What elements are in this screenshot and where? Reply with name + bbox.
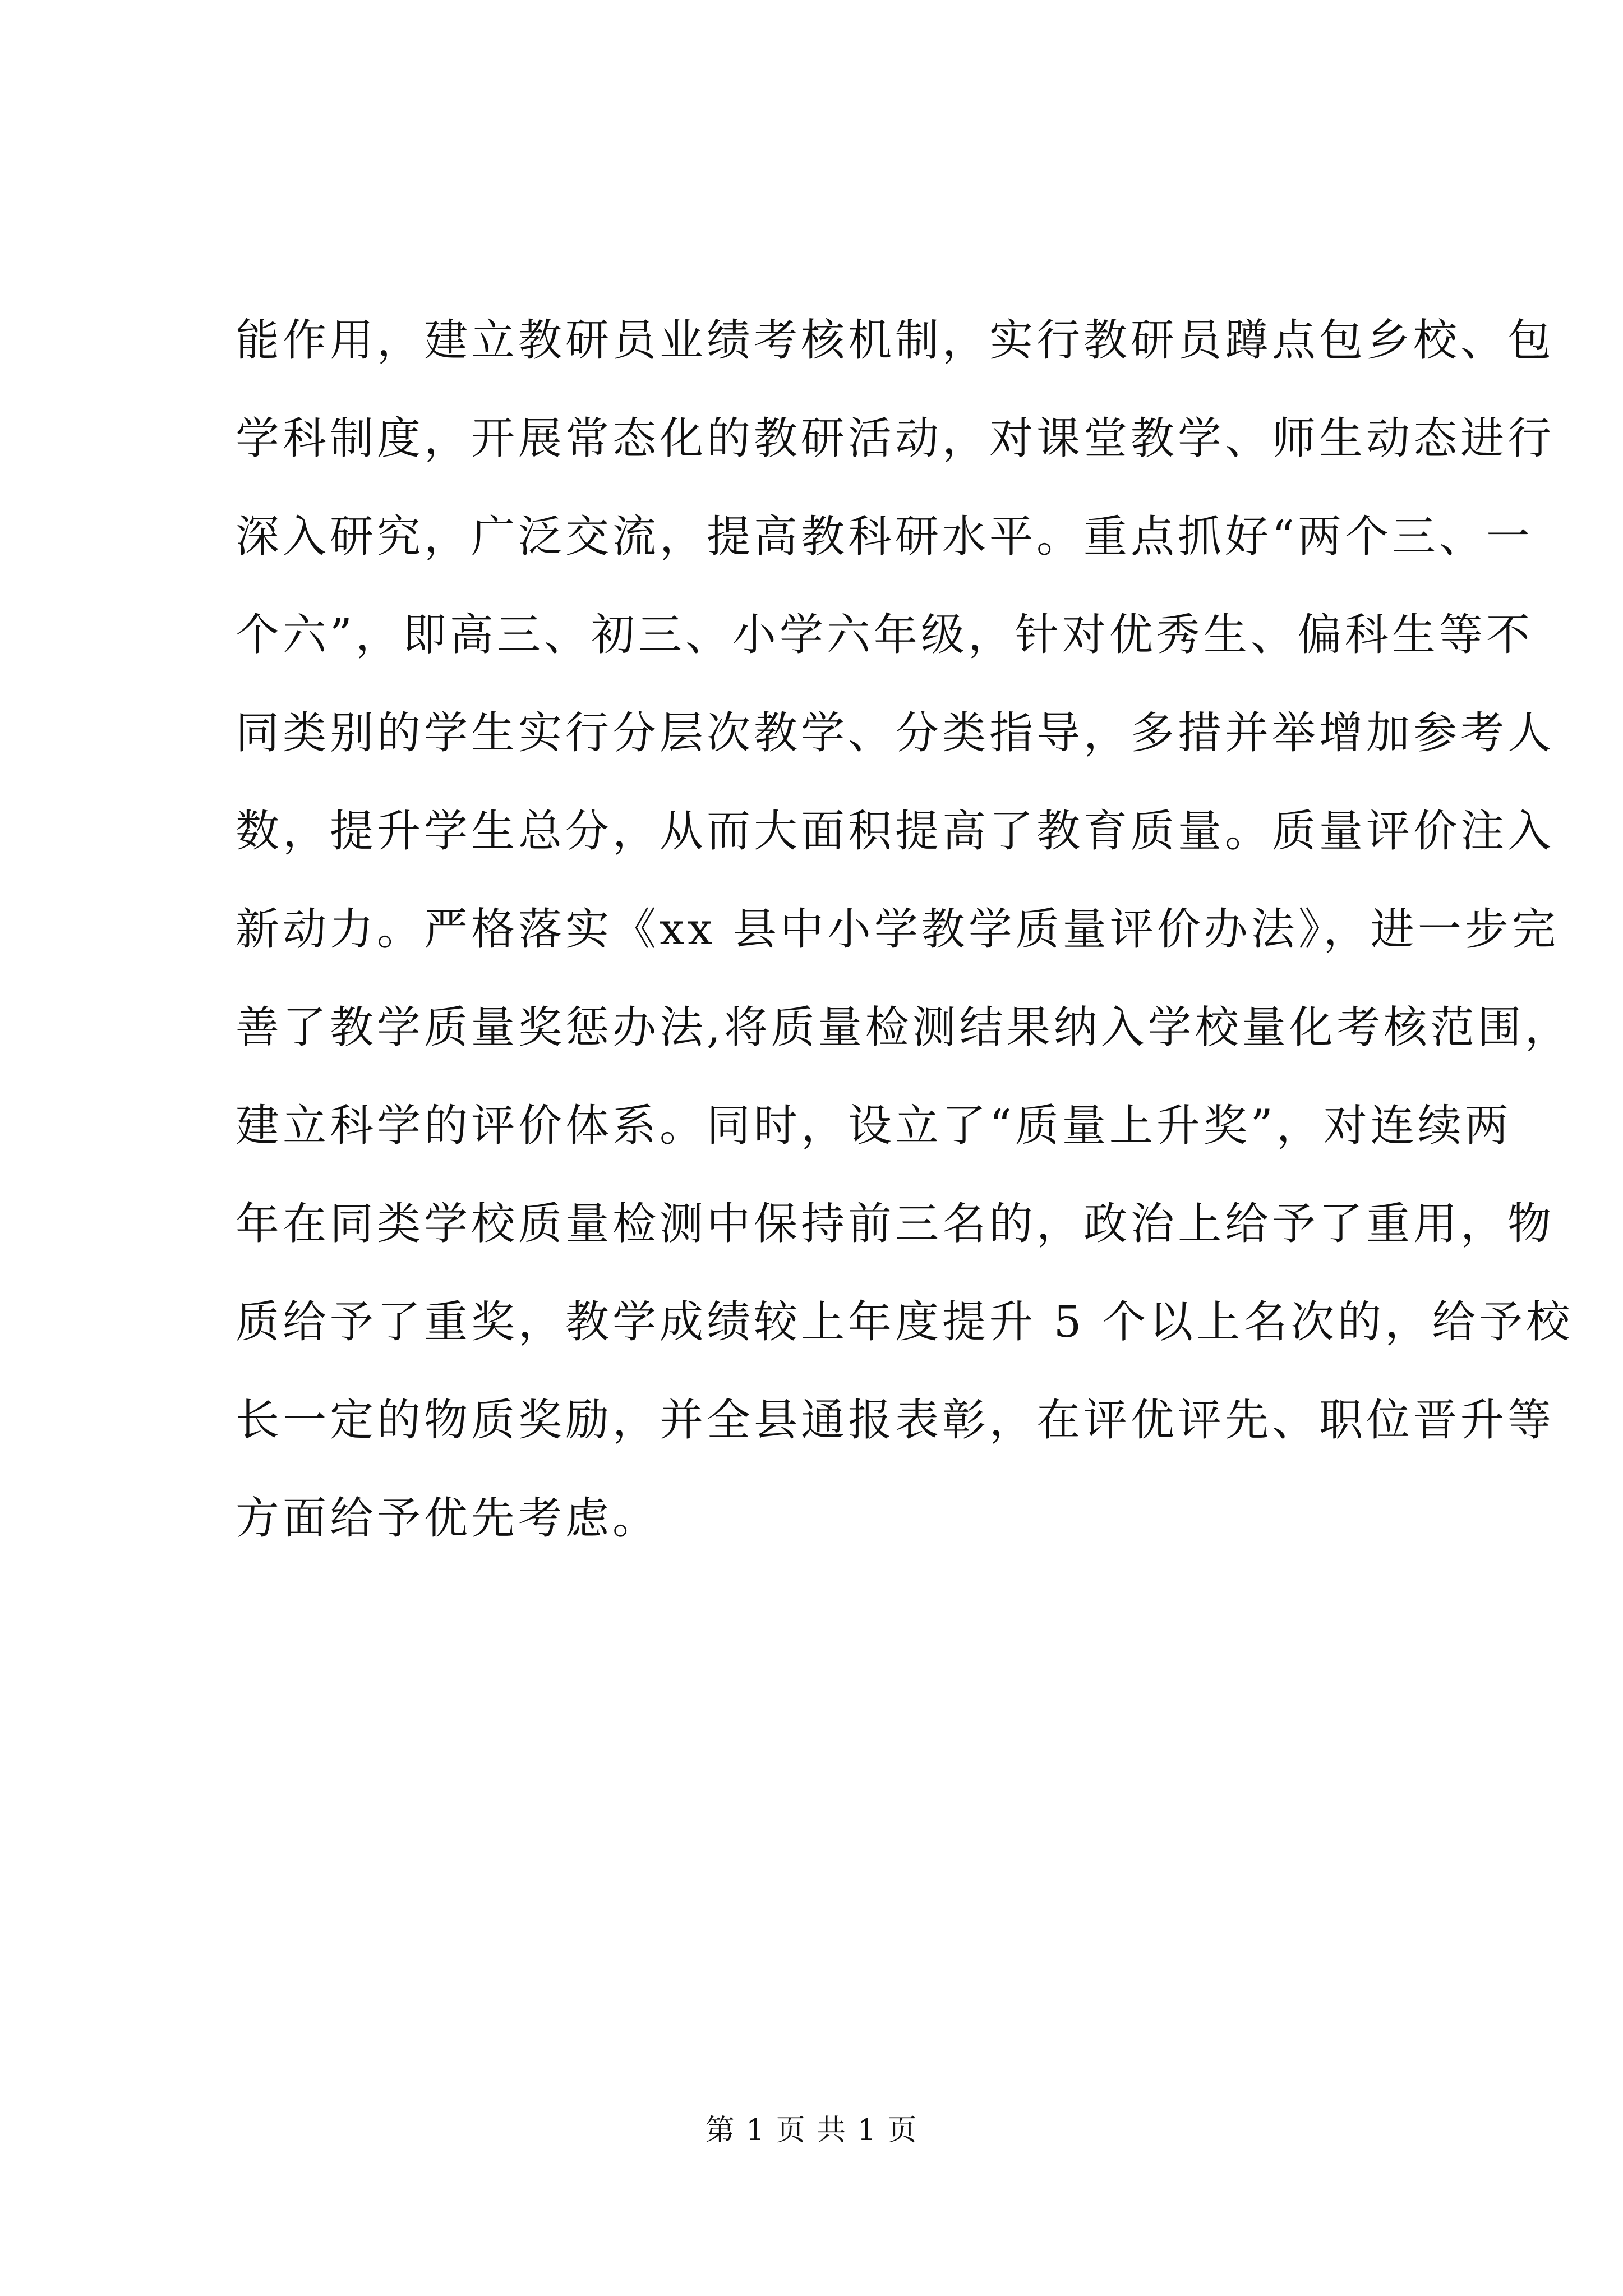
text-line: 学科制度，开展常态化的教研活动，对课堂教学、师生动态进行 — [236, 413, 1555, 464]
text-line: 能作用，建立教研员业绩考核机制，实行教研员蹲点包乡校、包 — [236, 315, 1555, 366]
text-line: 善了教学质量奖惩办法,将质量检测结果纳入学校量化考核范围， — [236, 1002, 1572, 1053]
page-number-footer: 第 1 页 共 1 页 — [705, 2114, 918, 2147]
body-paragraph — [236, 292, 1574, 1568]
text-line: 数，提升学生总分，从而大面积提高了教育质量。质量评价注入 — [236, 806, 1555, 857]
text-line: 长一定的物质奖励，并全县通报表彰，在评优评先、职位晋升等 — [236, 1395, 1555, 1446]
text-line: 新动力。严格落实《xx 县中小学教学质量评价办法》，进一步完 — [236, 904, 1559, 955]
text-line: 年在同类学校质量检测中保持前三名的，政治上给予了重用，物 — [236, 1199, 1555, 1249]
text-line: 质给予了重奖，教学成绩较上年度提升 5 个以上名次的，给予校 — [236, 1297, 1574, 1347]
text-line: 深入研究，广泛交流，提高教科研水平。重点抓好“两个三、一 — [236, 512, 1533, 562]
text-line: 同类别的学生实行分层次教学、分类指导，多措并举增加参考人 — [236, 708, 1555, 758]
text-line: 建立科学的评价体系。同时，设立了“质量上升奖”，对连续两 — [236, 1101, 1512, 1151]
text-line: 方面给予优先考虑。 — [236, 1493, 660, 1544]
text-line: 个六”，即高三、初三、小学六年级，针对优秀生、偏科生等不 — [236, 610, 1533, 660]
